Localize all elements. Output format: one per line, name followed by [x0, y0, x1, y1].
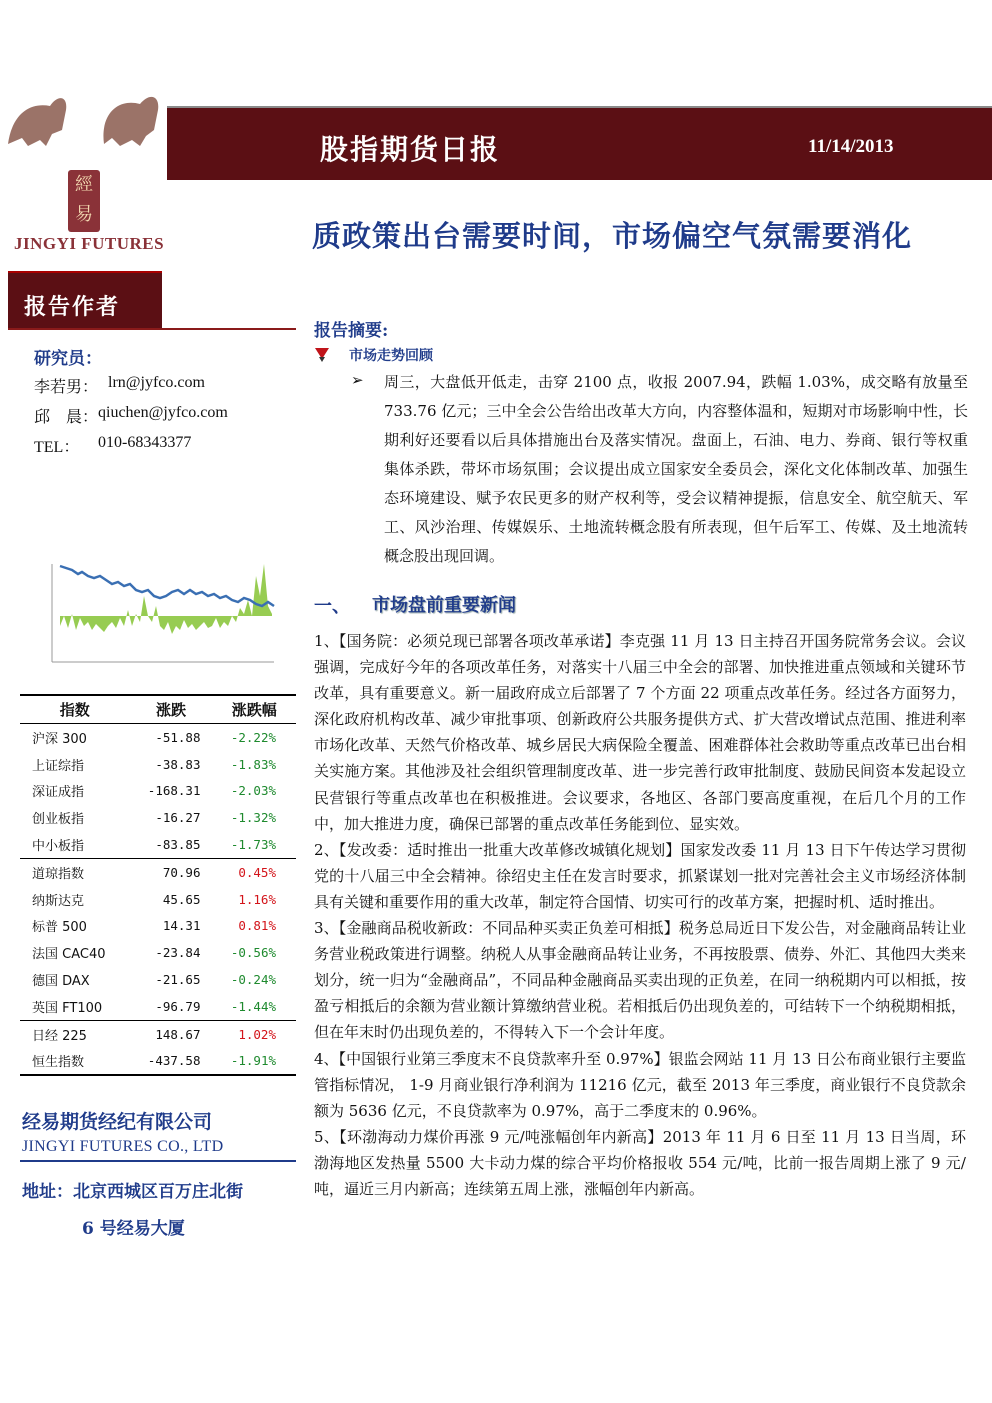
author-label: 报告作者: [24, 294, 121, 320]
logo-text: JINGYI FUTURES: [14, 234, 165, 253]
index-change: -16.27: [155, 810, 201, 826]
index-change: -96.79: [155, 998, 201, 1014]
table-row: [20, 751, 296, 778]
contact-email[interactable]: qiuchen@jyfco.com: [98, 404, 228, 421]
summary-label: 报告摘要:: [314, 321, 389, 341]
index-change: -51.88: [155, 729, 201, 745]
index-name: 德国 DAX: [32, 974, 90, 990]
logo-seal: 經易: [68, 170, 100, 232]
index-pct: -1.91%: [212, 1048, 296, 1076]
table-row: [20, 886, 296, 913]
index-name: 英国 FT100: [32, 1000, 103, 1016]
index-name: 沪深 300: [32, 731, 87, 747]
index-change: -23.84: [155, 945, 201, 961]
news-item: 2、【发改委：适时推出一批重大改革修改城镇化规划】国家发改委 11 月 13 日下午传达学习贯彻党的十八届三中全会精神。徐绍史主任在发言时要求，抓紧谋划一批对完善社会主义市场经济体制具有关键和重要作用的重大改革，制定符合国情、切实可行的改革方案，把握时机、适时推出。: [314, 840, 966, 911]
market-summary-text: 周三，大盘低开低走，击穿 2100 点，收报 2007.94，跌幅 1.03%，成交略有放量至 733.76 亿元；三中全会公告给出改革大方向，内容整体温和，短期对市场影响中性，长期利好还要看以后具体措施出台及落实情况。盘面上，石油、电力、券商、银行等权重集体杀跌，带坏市场氛围；会议提出成立国家安全委员会，深化文化体制改革、加强生态环境建设、赋予农民更多的财产权利等，受会议精神提振，信息安全、航空航天、军工、风沙治理、传媒娱乐、土地流转概念股有所表现，但午后军工、传媒、及土地流转概念股出现回调。: [384, 373, 968, 565]
contact-name: 邱 晨：: [34, 409, 99, 426]
company-divider: [20, 1160, 296, 1162]
table-row: [20, 858, 296, 885]
index-pct: -1.44%: [230, 998, 276, 1014]
researcher-label: 研究员：: [34, 349, 102, 369]
report-title: 股指期货日报: [320, 133, 501, 166]
news-item: 5、【环渤海动力煤价再涨 9 元/吨涨幅创年内新高】2013 年 11 月 6 日至 11 月 13 日当周，环渤海地区发热量 5500 大卡动力煤的综合平均价格报收 554 元/吨，比前一报告周期上涨了 9 元/吨，逼近三月内新高；连续第五周上涨，涨幅创年内新高。: [314, 1127, 966, 1198]
table-row: [20, 993, 296, 1020]
section-number: 一、: [314, 596, 350, 617]
contact-email[interactable]: lrn@jyfco.com: [108, 374, 205, 391]
index-line: [60, 566, 274, 606]
index-name: 道琼指数: [20, 858, 130, 885]
table-row: [20, 939, 296, 966]
table-row: [20, 966, 296, 993]
index-change: -168.31: [147, 783, 201, 799]
contact-name: 李若男：: [34, 379, 99, 396]
index-change: 45.65: [162, 891, 201, 907]
index-pct: -1.32%: [230, 810, 276, 826]
index-change: -437.58: [130, 1048, 213, 1076]
trend-review-label: 市场走势回顾: [349, 348, 433, 364]
table-row: [20, 913, 296, 940]
index-name: 上证综指: [32, 758, 85, 774]
index-pct: 0.45%: [212, 858, 296, 885]
index-name: 恒生指数: [20, 1048, 130, 1076]
index-change: -21.65: [155, 972, 201, 988]
news-item: 1、【国务院：必须兑现已部署各项改革承诺】李克强 11 月 13 日主持召开国务院常务会议。会议强调，完成好今年的各项改革任务，对落实十八届三中全会的部署、加快推进重点领域和关键环节改革，具有重要意义。新一届政府成立后部署了 7 个方面 22 项重点改革任务。经过各方面努力，深化政府机构改革、减少审批事项、创新政府公共服务提供方式、扩大营改增试点范围、推进利率市场化改革、天然气价格改革、城乡居民大病保险全覆盖、困难群体社会救助等重点改革已出台相关实施方案。其他涉及社会组织管理制度改革、进一步完善行政审批制度、鼓励民间资本发起设立民营银行等重点改革也在积极推进。会议要求，各地区、各部门要高度重视，在后几个月的工作中，加大推进力度，确保已部署的重点改革任务能到位、显实效。: [314, 632, 966, 833]
index-pct: -2.03%: [230, 783, 276, 799]
news-item: 3、【金融商品税收新政：不同品种买卖正负差可相抵】税务总局近日下发公告，对金融商品转让业务营业税政策进行调整。纳税人从事金融商品转让业务，不再按股票、债券、外汇、其他四大类来划分，统一归为“金融商品”，不同品种金融商品买卖出现的正负差，在同一纳税期内可以相抵，按盈亏相抵后的余额为营业额计算缴纳营业税。若相抵后仍出现负差的，可结转下一个纳税期相抵，但在年末时仍出现负差的，不得转入下一个会计年度。: [314, 919, 966, 1042]
address-line: 6 号经易大厦: [82, 1219, 185, 1239]
contact-phone: 010-68343377: [98, 434, 192, 451]
index-change: 148.67: [130, 1020, 213, 1047]
index-name: 法国 CAC40: [32, 947, 106, 963]
index-change: 14.31: [162, 918, 201, 934]
index-pct: 1.16%: [238, 891, 276, 907]
index-change: -38.83: [155, 756, 201, 772]
column-header-change: 涨跌: [130, 695, 213, 724]
company-name-en: JINGYI FUTURES CO., LTD: [22, 1138, 224, 1155]
index-pct: -0.56%: [230, 945, 276, 961]
table-row: [20, 778, 296, 805]
logo-area: [0, 84, 170, 253]
company-name-cn: 经易期货经纪有限公司: [22, 1111, 213, 1133]
index-change: -83.85: [155, 837, 201, 853]
index-change: 70.96: [130, 858, 213, 885]
index-pct: -0.24%: [230, 972, 276, 988]
section-title: 市场盘前重要新闻: [372, 595, 516, 616]
table-row: [20, 1020, 296, 1047]
index-pct: -1.73%: [230, 837, 276, 853]
table-row: [20, 1048, 296, 1076]
table-row: [20, 804, 296, 831]
bull-bear-logo-icon: [0, 84, 170, 154]
index-name: 中小板指: [32, 839, 85, 855]
contact-name: TEL：: [34, 439, 80, 456]
index-table: [20, 694, 296, 1076]
news-item: 4、【中国银行业第三季度末不良贷款率升至 0.97%】银监会网站 11 月 13 日公布商业银行主要监管指标情况， 1-9 月商业银行净利润为 11216 亿元，截至 2013 年三季度，商业银行不良贷款余额为 5636 亿元，不良贷款率为 0.97%，高于二季度末的 0.96%。: [314, 1049, 966, 1120]
index-name: 标普 500: [32, 920, 87, 936]
index-name: 深证成指: [32, 785, 85, 801]
index-pct: -1.83%: [230, 756, 276, 772]
index-pct: -2.22%: [230, 729, 276, 745]
table-row: [20, 831, 296, 858]
column-header-pct: 涨跌幅: [212, 695, 296, 724]
report-date: 11/14/2013: [808, 136, 894, 157]
index-name: 日经 225: [20, 1020, 130, 1047]
index-name: 创业板指: [32, 812, 85, 828]
index-name: 纳斯达克: [32, 893, 85, 909]
table-row: [20, 724, 296, 751]
author-divider: [8, 328, 296, 330]
address-line: 地址：北京西城区百万庄北街: [22, 1182, 243, 1202]
column-header-index: 指数: [20, 695, 130, 724]
index-pct: 1.02%: [212, 1020, 296, 1047]
headline: 质政策出台需要时间，市场偏空气氛需要消化: [312, 219, 913, 253]
volume-area: [60, 564, 272, 634]
market-mini-chart: [22, 556, 276, 666]
news-list: [314, 628, 966, 1202]
arrow-bullet-icon: ➢: [351, 371, 364, 389]
red-arrow-bullet-icon: [314, 346, 330, 362]
index-pct: 0.81%: [238, 918, 276, 934]
